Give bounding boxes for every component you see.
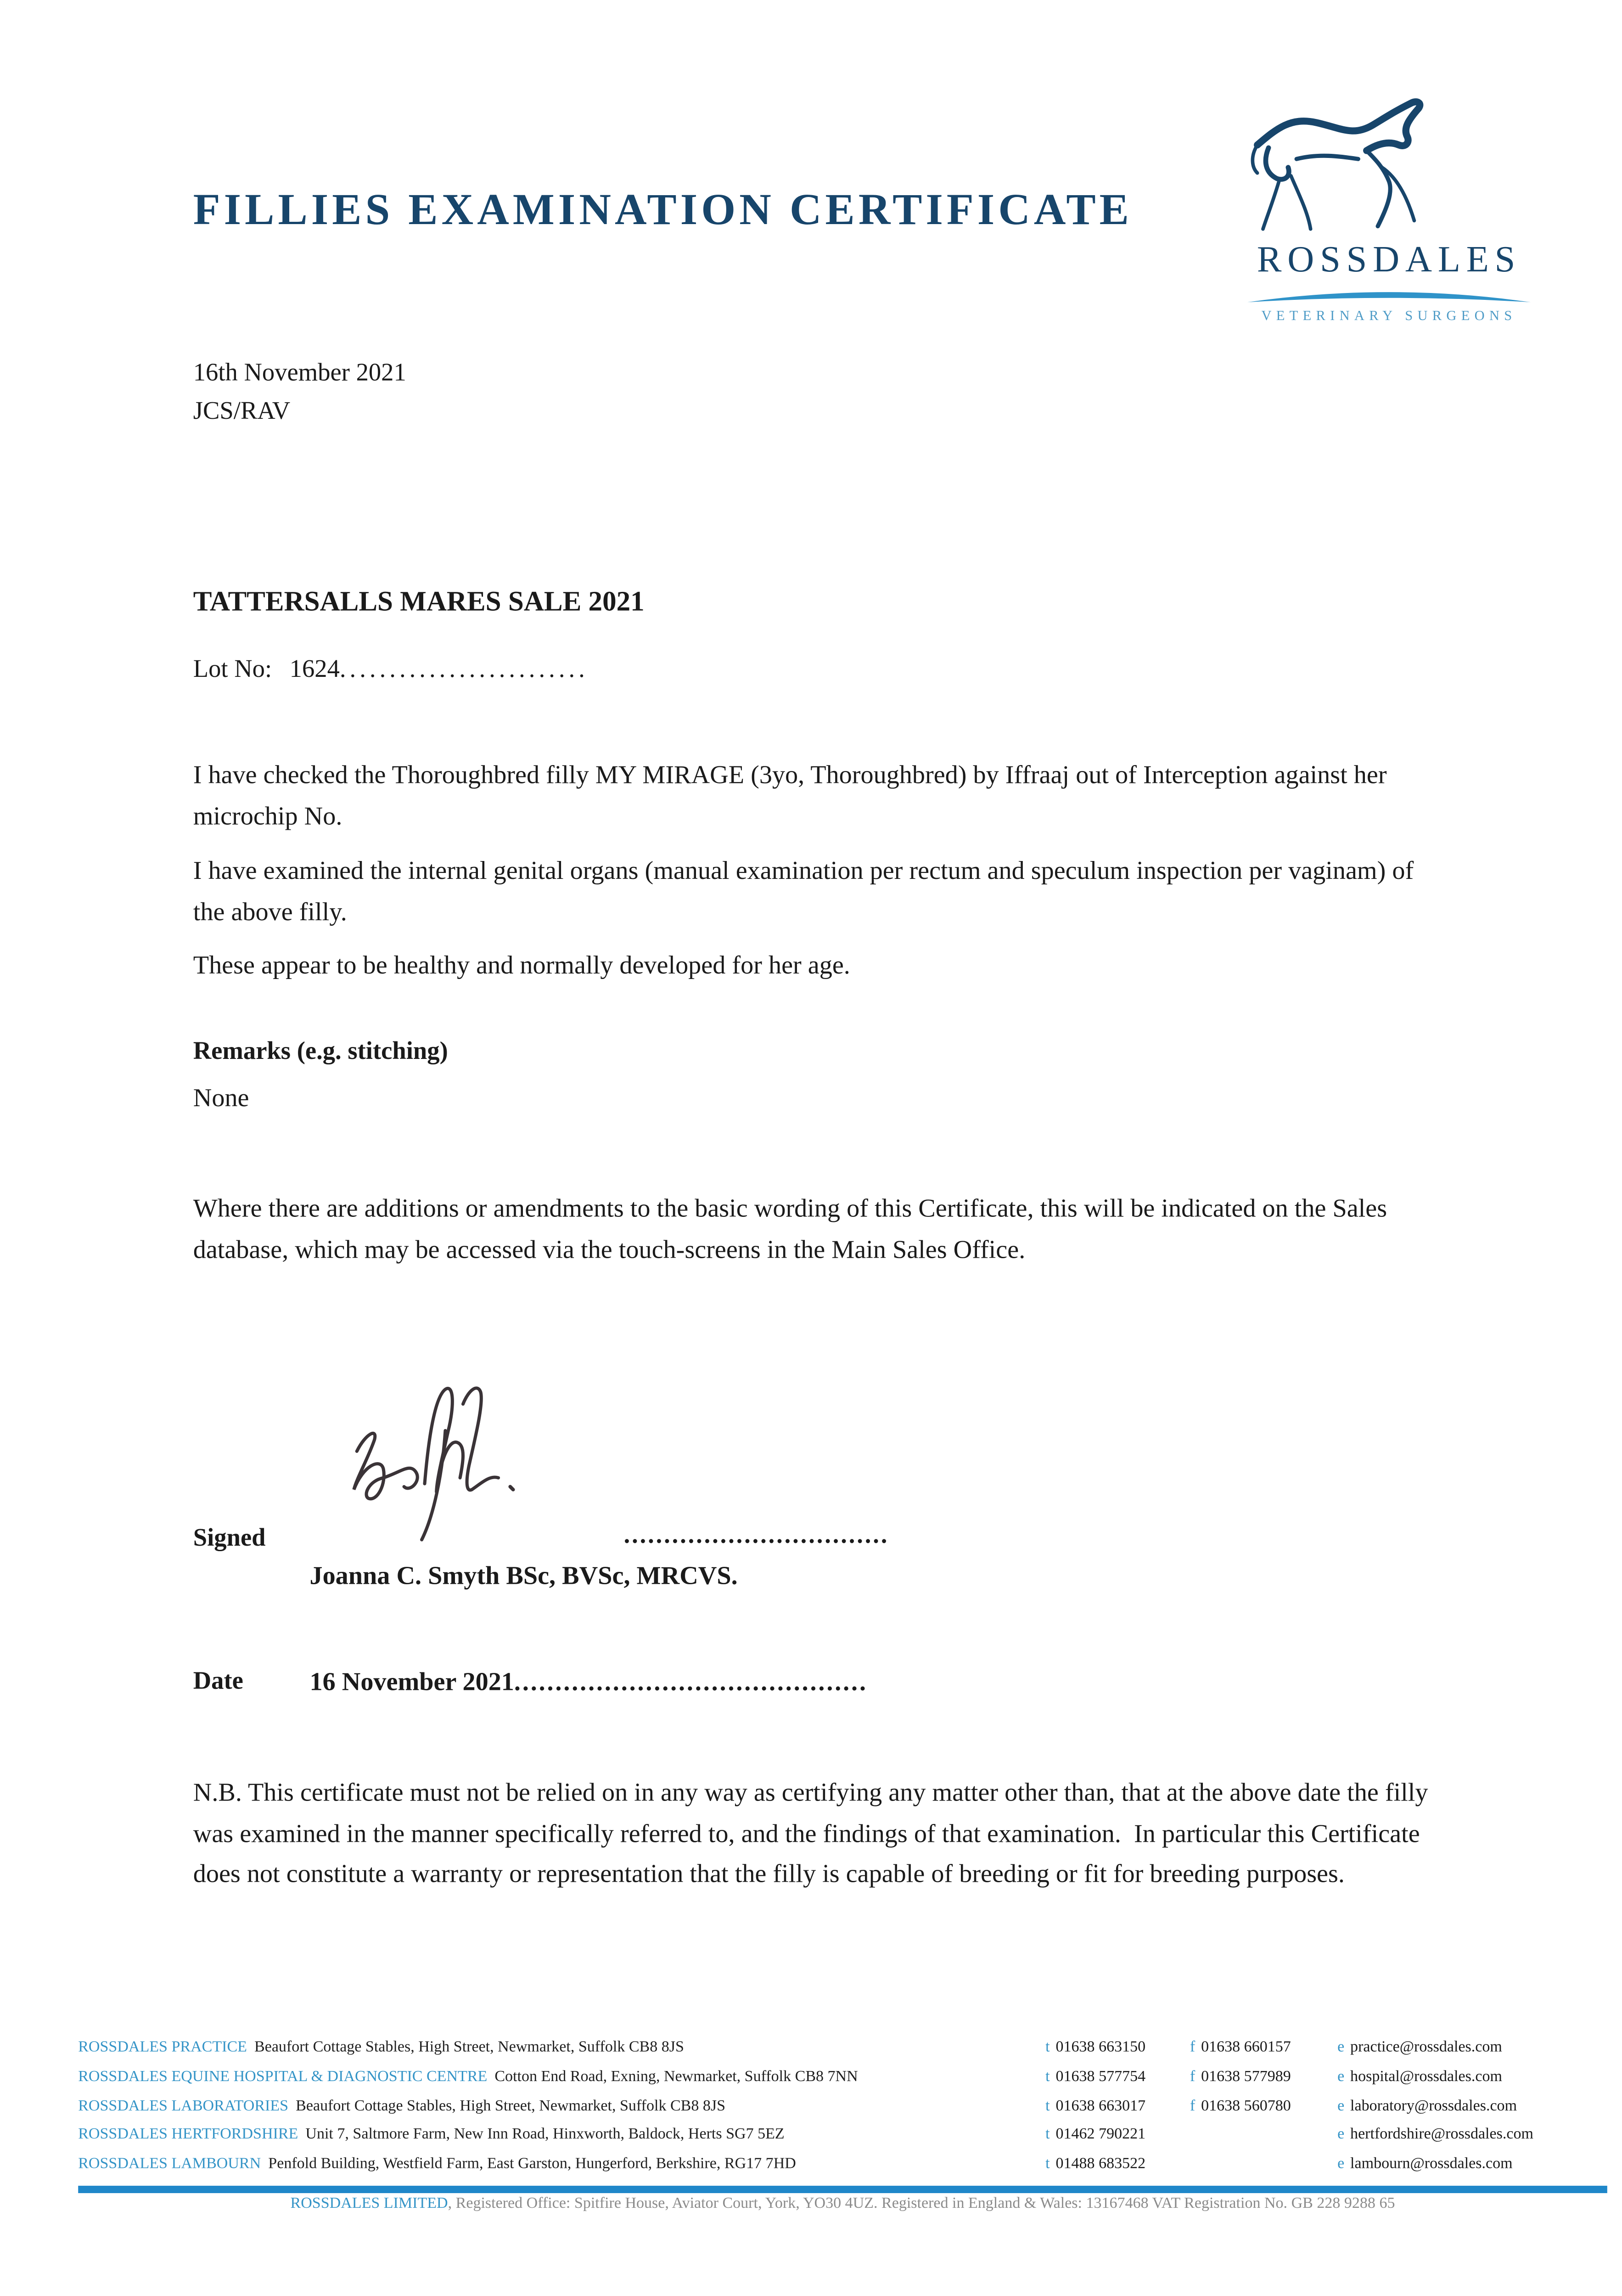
phone-number: 01488 683522 bbox=[1055, 2156, 1146, 2172]
phone-number: 01638 577754 bbox=[1055, 2069, 1146, 2086]
email-prefix: e bbox=[1337, 2069, 1345, 2086]
phone-prefix: t bbox=[1045, 2069, 1050, 2086]
paragraph-disclaimer: N.B. This certificate must not be relied on in any way as certifying any matter other than, that at the above date the filly was examined in the manner specifically referred to, and the findings of that examination. In particular this Certificate does not constitute a warranty or representation that the filly is capable of breeding or fit for breeding purposes. bbox=[193, 1777, 1435, 1888]
office-address: Penfold Building, Westfield Farm, East Garston, Hungerford, Berkshire, RG17 7HD bbox=[268, 2156, 796, 2172]
office-fax bbox=[1190, 2156, 1196, 2172]
footer-office-row bbox=[78, 2156, 1607, 2186]
office-name: ROSSDALES LAMBOURN bbox=[78, 2156, 261, 2172]
date-dotted-line: ........................................... bbox=[514, 1666, 868, 1696]
footer-office-row bbox=[78, 2069, 1607, 2099]
office-name: ROSSDALES LABORATORIES bbox=[78, 2098, 289, 2115]
footer-divider-bar bbox=[78, 2186, 1607, 2192]
email-address: hospital@rossdales.com bbox=[1350, 2069, 1502, 2086]
office-phone bbox=[1045, 2098, 1145, 2114]
office-email bbox=[1337, 2069, 1502, 2085]
office-phone bbox=[1045, 2127, 1145, 2143]
date-label: Date bbox=[193, 1666, 243, 1695]
reference-code: JCS/RAV bbox=[193, 396, 291, 425]
footer-office-row bbox=[78, 2127, 1607, 2156]
office-address: Cotton End Road, Exning, Newmarket, Suffolk CB8 7NN bbox=[494, 2069, 858, 2086]
rossdales-logo bbox=[1243, 97, 1535, 325]
office-email bbox=[1337, 2098, 1517, 2114]
office-address: Beaufort Cottage Stables, High Street, Newmarket, Suffolk CB8 8JS bbox=[296, 2098, 726, 2115]
paragraph-checked: I have checked the Thoroughbred filly MY MIRAGE (3yo, Thoroughbred) by Iffraaj out of Interception against her microchip No. bbox=[193, 760, 1393, 830]
office-name: ROSSDALES EQUINE HOSPITAL & DIAGNOSTIC CENTRE bbox=[78, 2069, 488, 2086]
office-fax bbox=[1190, 2069, 1291, 2085]
office-email bbox=[1337, 2156, 1513, 2172]
phone-number: 01462 790221 bbox=[1055, 2127, 1146, 2143]
signature-image bbox=[336, 1374, 623, 1559]
signed-dotted-line: ................................. bbox=[623, 1520, 889, 1549]
office-fax bbox=[1190, 2127, 1196, 2143]
letter-date: 16th November 2021 bbox=[193, 358, 406, 387]
email-address: laboratory@rossdales.com bbox=[1350, 2098, 1517, 2115]
date-value-line bbox=[309, 1666, 867, 1697]
paragraph-healthy: These appear to be healthy and normally developed for her age. bbox=[193, 950, 850, 979]
office-fax bbox=[1190, 2040, 1291, 2056]
office-address: Unit 7, Saltmore Farm, New Inn Road, Hinxworth, Baldock, Herts SG7 5EZ bbox=[305, 2127, 785, 2143]
phone-prefix: t bbox=[1045, 2039, 1050, 2056]
footer-office-row bbox=[78, 2040, 1607, 2069]
email-address: lambourn@rossdales.com bbox=[1350, 2156, 1513, 2172]
email-prefix: e bbox=[1337, 2098, 1345, 2115]
email-prefix: e bbox=[1337, 2039, 1345, 2056]
office-email bbox=[1337, 2040, 1502, 2056]
remarks-value: None bbox=[193, 1082, 249, 1112]
email-address: practice@rossdales.com bbox=[1350, 2039, 1502, 2056]
phone-prefix: t bbox=[1045, 2098, 1050, 2115]
fax-prefix: f bbox=[1190, 2069, 1195, 2086]
phone-prefix: t bbox=[1045, 2127, 1050, 2143]
date-value: 16 November 2021 bbox=[309, 1666, 514, 1696]
registered-company-name: ROSSDALES LIMITED bbox=[290, 2196, 448, 2212]
lot-number-line bbox=[193, 655, 589, 684]
email-address: hertfordshire@rossdales.com bbox=[1350, 2127, 1533, 2143]
email-prefix: e bbox=[1337, 2156, 1345, 2172]
office-address: Beaufort Cottage Stables, High Street, Newmarket, Suffolk CB8 8JS bbox=[254, 2039, 684, 2056]
office-fax bbox=[1190, 2098, 1291, 2114]
signatory-name: Joanna C. Smyth BSc, BVSc, MRCVS. bbox=[309, 1560, 738, 1590]
registered-office-line bbox=[78, 2196, 1607, 2212]
fax-prefix: f bbox=[1190, 2098, 1195, 2115]
signed-label: Signed bbox=[193, 1523, 266, 1552]
paragraph-amendments: Where there are additions or amendments to the basic wording of this Certificate, this will be indicated on the Sales database, which may be accessed via the touch-screens in the Main Sales Office. bbox=[193, 1193, 1394, 1263]
fax-number: 01638 660157 bbox=[1201, 2039, 1291, 2056]
office-phone bbox=[1045, 2040, 1145, 2056]
office-name: ROSSDALES HERTFORDSHIRE bbox=[78, 2127, 298, 2143]
email-prefix: e bbox=[1337, 2127, 1345, 2143]
office-email bbox=[1337, 2127, 1533, 2143]
page-title: FILLIES EXAMINATION CERTIFICATE bbox=[193, 186, 1133, 235]
fax-prefix: f bbox=[1190, 2039, 1195, 2056]
phone-prefix: t bbox=[1045, 2156, 1050, 2172]
lot-number-value: 1624 bbox=[289, 655, 340, 683]
logo-swoosh-icon bbox=[1245, 287, 1534, 305]
registered-details: , Registered Office: Spitfire House, Aviator Court, York, YO30 4UZ. Registered in England & Wales: 13167468 VAT Registration No. GB 228 9288 65 bbox=[448, 2196, 1395, 2212]
horse-logo-icon bbox=[1249, 97, 1529, 237]
lot-label: Lot No: bbox=[193, 655, 272, 683]
paragraph-examined: I have examined the internal genital organs (manual examination per rectum and speculum inspection per vaginam) of the above filly. bbox=[193, 855, 1420, 926]
sale-heading: TATTERSALLS MARES SALE 2021 bbox=[193, 587, 645, 618]
office-phone bbox=[1045, 2156, 1145, 2172]
lot-dotted-line: ......................... bbox=[339, 655, 589, 683]
office-name: ROSSDALES PRACTICE bbox=[78, 2039, 247, 2056]
logo-tagline: VETERINARY SURGEONS bbox=[1261, 310, 1517, 325]
fax-number: 01638 560780 bbox=[1201, 2098, 1291, 2115]
office-phone bbox=[1045, 2069, 1145, 2085]
logo-brand-text: ROSSDALES bbox=[1257, 240, 1521, 281]
footer-office-row bbox=[78, 2098, 1607, 2127]
phone-number: 01638 663150 bbox=[1055, 2039, 1146, 2056]
fax-number: 01638 577989 bbox=[1201, 2069, 1291, 2086]
phone-number: 01638 663017 bbox=[1055, 2098, 1146, 2115]
remarks-label: Remarks (e.g. stitching) bbox=[193, 1036, 448, 1065]
